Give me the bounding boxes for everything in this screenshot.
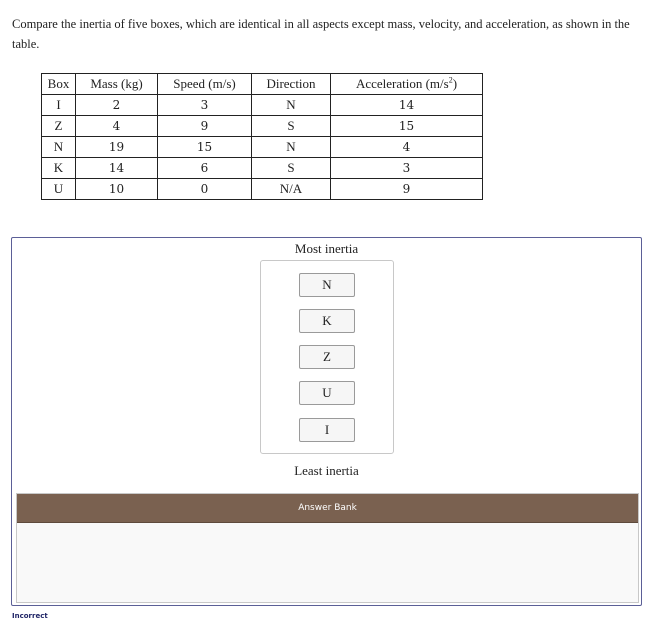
cell-box: K	[42, 158, 76, 179]
ranking-dropzone[interactable]	[260, 260, 394, 454]
answer-bank-header: Answer Bank	[17, 494, 638, 523]
cell-speed: 6	[158, 158, 252, 179]
cell-mass: 2	[76, 95, 158, 116]
table-row	[42, 158, 483, 179]
table-row	[42, 116, 483, 137]
data-table	[41, 73, 483, 200]
cell-direction: N	[252, 95, 331, 116]
cell-acceleration: 4	[331, 137, 483, 158]
header-direction: Direction	[252, 74, 331, 95]
rank-item-z[interactable]: Z	[299, 345, 355, 369]
cell-mass: 19	[76, 137, 158, 158]
cell-acceleration: 3	[331, 158, 483, 179]
table-row	[42, 95, 483, 116]
cell-speed: 9	[158, 116, 252, 137]
cell-box: U	[42, 179, 76, 200]
cell-box: N	[42, 137, 76, 158]
cell-acceleration: 9	[331, 179, 483, 200]
header-mass: Mass (kg)	[76, 74, 158, 95]
status-text: Incorrect	[12, 612, 48, 620]
least-inertia-label: Least inertia	[294, 463, 359, 478]
header-box: Box	[42, 74, 76, 95]
rank-item-i[interactable]: I	[299, 418, 355, 442]
cell-acceleration: 14	[331, 95, 483, 116]
ranking-panel	[11, 237, 642, 606]
table-header-row	[42, 74, 483, 95]
header-speed: Speed (m/s)	[158, 74, 252, 95]
header-acceleration	[331, 74, 483, 95]
rank-item-u[interactable]: U	[299, 381, 355, 405]
table-row	[42, 137, 483, 158]
cell-mass: 14	[76, 158, 158, 179]
most-inertia-label: Most inertia	[294, 241, 359, 256]
rank-item-k[interactable]: K	[299, 309, 355, 333]
cell-direction: S	[252, 158, 331, 179]
cell-box: I	[42, 95, 76, 116]
answer-bank[interactable]	[16, 493, 639, 603]
cell-speed: 3	[158, 95, 252, 116]
question-text: Compare the inertia of five boxes, which are identical in all aspects except mass, velocity, and acceleration, as shown in the table.	[12, 17, 630, 51]
header-acceleration-exponent: 2	[448, 75, 453, 85]
cell-mass: 10	[76, 179, 158, 200]
cell-direction: N	[252, 137, 331, 158]
cell-box: Z	[42, 116, 76, 137]
cell-speed: 0	[158, 179, 252, 200]
cell-mass: 4	[76, 116, 158, 137]
table-row	[42, 179, 483, 200]
header-acceleration-text: Acceleration (m/s	[355, 76, 449, 91]
cell-direction: S	[252, 116, 331, 137]
cell-speed: 15	[158, 137, 252, 158]
cell-direction: N/A	[252, 179, 331, 200]
rank-item-n[interactable]: N	[299, 273, 355, 297]
cell-acceleration: 15	[331, 116, 483, 137]
header-acceleration-close: )	[452, 76, 458, 91]
